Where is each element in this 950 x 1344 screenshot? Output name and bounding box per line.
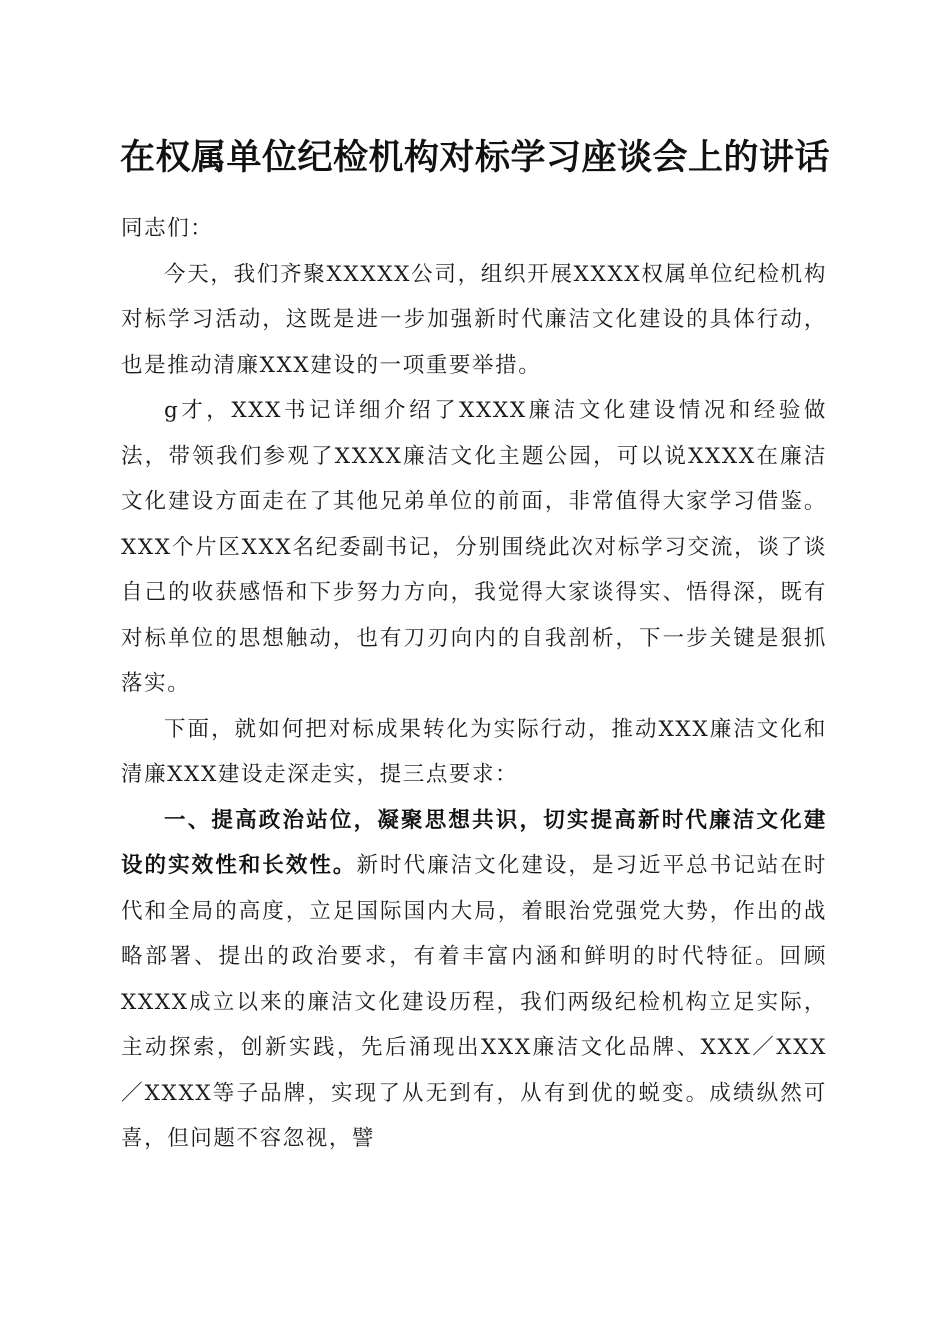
section-1-paragraph xyxy=(121,798,827,1162)
salutation: 同志们： xyxy=(121,216,214,241)
section-1-body: 新时代廉洁文化建设，是习近平总书记站在时代和全局的高度，立足国际国内大局，着眼治党强党大势，作出的战略部署、提出的政治要求，有着丰富内涵和鲜明的时代特征。回顾XXXX成立以来的廉洁文化建设历程，我们两级纪检机构立足实际，主动探索，创新实践，先后涌现出XXX廉洁文化品牌、XXX／XXX／XXXX等子品牌，实现了从无到有，从有到优的蜕变。成绩纵然可喜，但问题不容忽视，譬 xyxy=(121,853,827,1151)
section-1-heading: 一、提高政治站位，凝聚思想共识，切实提高新时代廉洁文化建设的实效性和长效性。 xyxy=(121,807,827,878)
document-body xyxy=(121,206,827,1162)
paragraph-requirements-intro: 下面，就如何把对标成果转化为实际行动，推动XXX廉洁文化和清廉XXX建设走深走实，提三点要求： xyxy=(121,716,827,787)
document-title: 在权属单位纪检机构对标学习座谈会上的讲话 xyxy=(119,137,830,178)
paragraph-opening: 今天，我们齐聚XXXXX公司，组织开展XXXX权属单位纪检机构对标学习活动，这既是进一步加强新时代廉洁文化建设的具体行动，也是推动清廉XXX建设的一项重要举措。 xyxy=(121,261,827,378)
paragraph-review: g才，XXX书记详细介绍了XXXX廉洁文化建设情况和经验做法，带领我们参观了XXXX廉洁文化主题公园，可以说XXXX在廉洁文化建设方面走在了其他兄弟单位的前面，非常值得大家学习借鉴。XXX个片区XXX名纪委副书记，分别围绕此次对标学习交流，谈了谈自己的收获感悟和下步努力方向，我觉得大家谈得实、悟得深，既有对标单位的思想触动，也有刀刃向内的自我剖析，下一步关键是狠抓落实。 xyxy=(121,398,827,696)
